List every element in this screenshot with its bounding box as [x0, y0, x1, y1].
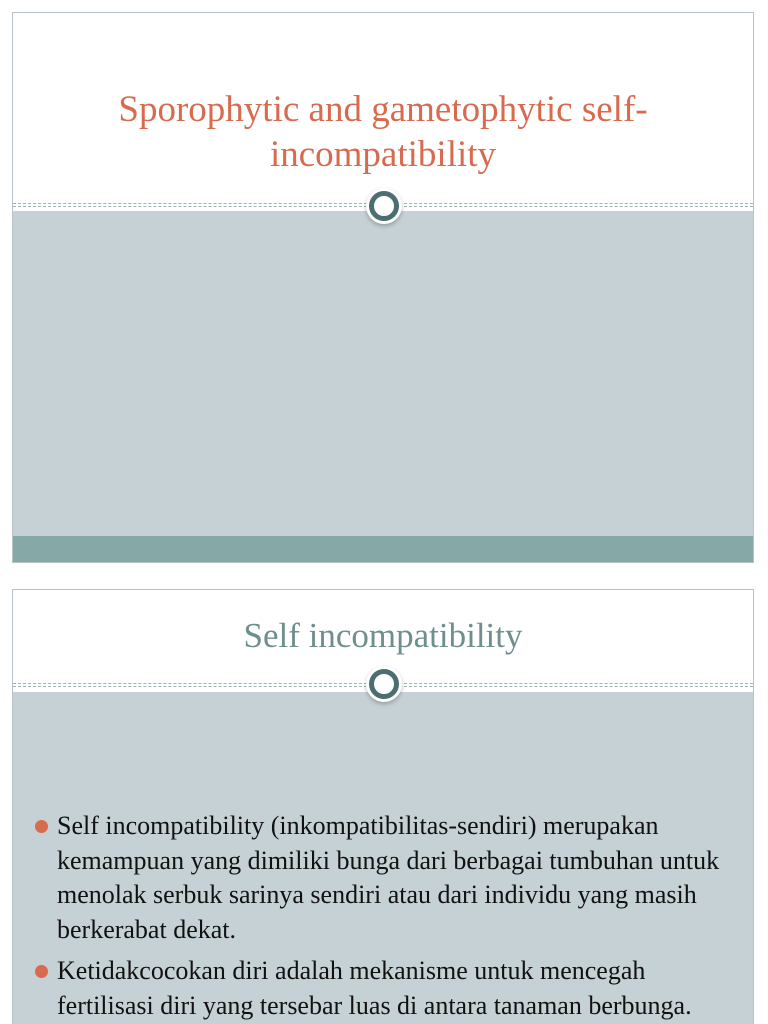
slide-1 — [12, 12, 754, 563]
slide-2-content-area — [13, 692, 753, 1024]
ring-icon — [369, 669, 399, 699]
slide-1-content-area — [13, 211, 753, 537]
bullet-dot-icon — [35, 820, 48, 833]
slide-2-title: Self incompatibility — [243, 616, 523, 655]
bullet-text: Self incompatibility (inkompatibilitas-sendiri) merupakan kemampuan yang dimiliki bunga dari berbagai tumbuhan untuk menolak serbuk sarinya sendiri atau dari individu yang masih berkerabat dekat. — [57, 811, 720, 944]
slide-1-title-area — [13, 13, 753, 211]
bullet-dot-icon — [35, 965, 48, 978]
ring-icon — [369, 191, 399, 221]
slide-1-footer-band — [13, 536, 753, 562]
bullet-item — [35, 809, 729, 947]
bullet-item — [35, 954, 729, 1023]
bullet-text: Ketidakcocokan diri adalah mekanisme untuk mencegah fertilisasi diri yang tersebar luas di antara tanaman berbunga. — [57, 956, 692, 1020]
slide-1-title: Sporophytic and gametophytic self-incompatibility — [118, 89, 648, 175]
bullet-list — [35, 809, 729, 1024]
slide-2 — [12, 589, 754, 1024]
